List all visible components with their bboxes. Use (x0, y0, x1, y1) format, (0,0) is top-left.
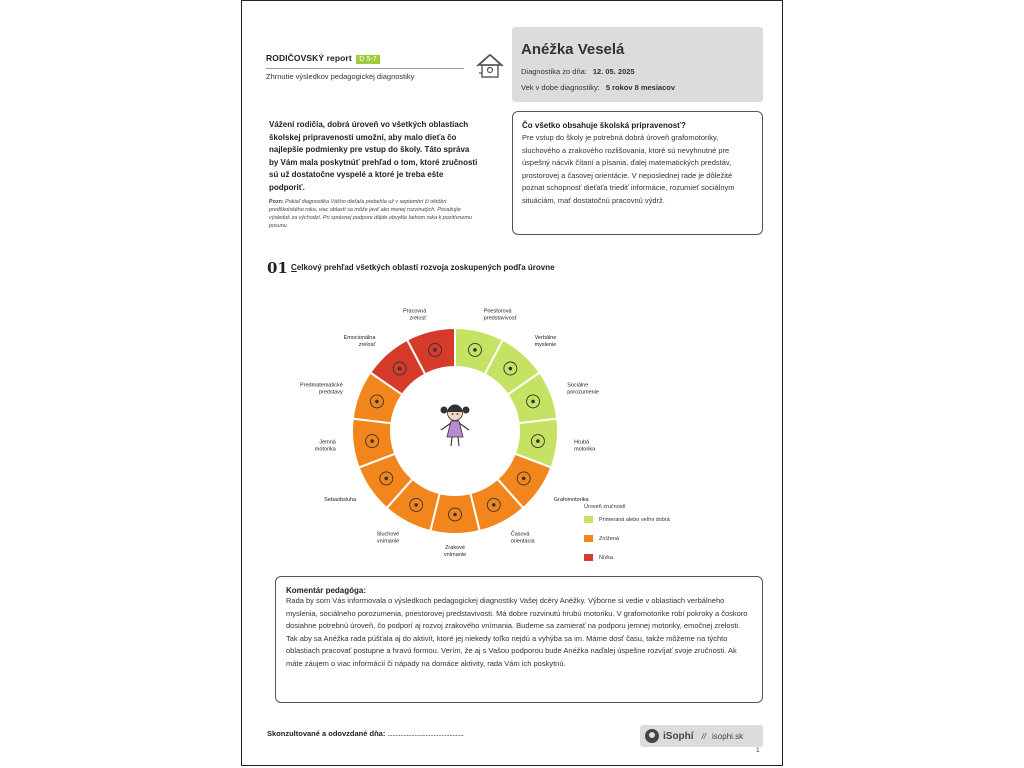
teacher-comment-box (275, 576, 763, 703)
legend-title: Úroveň zručností (584, 504, 626, 510)
info-title: Čo všetko obsahuje školská pripravenosť? (522, 121, 686, 130)
diagnostic-date-value: 12. 05. 2025 (592, 67, 635, 76)
diagnostic-date-line (521, 67, 635, 76)
brand-name: iSophí (663, 730, 694, 742)
intro-note-label: Pozn: (269, 198, 284, 205)
legend-label-reduced: Znížená (599, 535, 619, 542)
legend-label-low: Nízka (599, 554, 614, 561)
isophi-logo-icon (645, 729, 659, 743)
intro-text: Vážení rodičia, dobrá úroveň vo všetkých oblastiach školskej pripravenosti umožní, aby malo dieťa čo najlepšie podmienky pre vstup do školy. Táto správa by Vám mala poskytnúť prehľad o tom, ktoré zručnosti sú už dostatočne vyspelé a ktoré je treba ešte podporiť. (269, 120, 478, 192)
age-line (521, 83, 675, 92)
report-title-text: RODIČOVSKÝ report (266, 53, 352, 63)
legend-swatch-reduced (584, 535, 593, 542)
section-number: 01 (267, 259, 288, 277)
legend-item-reduced (584, 535, 670, 542)
segment-label-8: Sluchové vnímanie (376, 531, 400, 545)
age-value: 5 rokov 8 mesiacov (605, 83, 676, 92)
brand-separator: // (701, 731, 707, 741)
comment-title: Komentár pedagóga: (286, 586, 367, 595)
report-page (241, 0, 783, 766)
section-title-first: C (291, 263, 297, 272)
age-label: Vek v dobe diagnostiky: (521, 83, 600, 92)
segment-label-5: Grafomotorika (553, 497, 589, 504)
diagnostic-date-label: Diagnostika zo dňa: (521, 67, 587, 76)
segment-label-4: Hrubá motorika (574, 439, 596, 453)
segment-label-3: Sociálne porozumenie (567, 382, 599, 396)
child-info-box (512, 27, 763, 102)
legend-item-good (584, 516, 670, 523)
page-number: 1 (756, 747, 760, 754)
info-text: Pre vstup do školy je potrebná dobrá úroveň grafomotoriky, sluchového a zrakového rozlišovania, ktoré sú nevyhnutné pre úspešný nácvik čítaní a písania, ďalej matematických predstáv, prostorovej a časovej orientácie. V neposlednej rade je dôležité poznat schopnosť dieťaťa triediť informácie, rozumieť sociálnym situáciám, mať dostatočnú pracovnú výdrž. (522, 133, 735, 205)
segment-label-12: Emocionálna zrelosť (343, 335, 376, 349)
segment-label-11: Predmatematické predstavy (300, 382, 343, 396)
intro-note (269, 198, 479, 230)
school-readiness-info-box (512, 111, 763, 235)
age-badge: D 5-7 (356, 55, 380, 64)
brand-footer[interactable] (640, 725, 763, 747)
section-title (291, 263, 555, 272)
segment-label-1: Priestorová predstavivosť (483, 308, 517, 322)
consultation-line (267, 729, 463, 738)
consultation-label: Skonzultované a odovzdané dňa: (267, 729, 386, 738)
section-title-rest: elkový prehľad všetkých oblastí rozvoja zoskupených podľa úrovne (296, 263, 555, 272)
segment-label-7: Zrakové vnímanie (443, 545, 467, 558)
child-name: Anéžka Veselá (521, 41, 625, 58)
segment-label-10: Jemná motorika (314, 439, 336, 453)
signature-dots: ................................................ (387, 729, 464, 738)
legend-label-good: Primeraná alebo veľmi dobrá (599, 516, 670, 523)
legend-swatch-good (584, 516, 593, 523)
report-subtitle: Zhrnutie výsledkov pedagogickej diagnostiky (266, 68, 464, 81)
legend-swatch-low (584, 554, 593, 561)
chart-legend (584, 504, 670, 573)
segment-label-6: Časová orientácia (510, 531, 535, 545)
segment-label-9: Sebaobsluha (324, 497, 357, 504)
segment-label-2: Verbálne myslenie (534, 335, 557, 349)
report-title (266, 53, 464, 64)
comment-text: Rada by som Vás informovala o výsledkoch pedagogickej diagnostiky Vašej dcéry Anéžky. Výborne si vedie v oblastiach verbálneho myslenia, sociálneho porozumenia, priestorovej predstavivosti. Má dobre rozvinutú hrubú motoriku. V grafomotorike robí pokroky a čoskoro dosiahne potrebnú úroveň, čo podporí aj rozvoj zrakového vnímania. Budeme sa zamierať na podporu jemnej motoriky, emočnej zrelosti. Tak aby sa Anéžka rada púšťala aj do aktivít, ktoré jej niekedy toľko nejdú a vyhýba sa im. Máme dosť času, takže môžeme na týchto oblastiach pracovať postupne a hravú formou. Verím, že aj s Vašou podporou bude Anéžka naďalej úspešne rozvíjať svoje zručnosti. Ak máte záujem o viac informácií či nápady na domáce aktivity, rada Vám ich poskytnú. (286, 596, 748, 668)
legend-item-low (584, 554, 670, 561)
birdhouse-icon (476, 53, 504, 79)
brand-url[interactable]: isophi.sk (712, 731, 744, 741)
report-header (266, 53, 464, 81)
intro-note-text: Pokiaľ diagnostika Vášho dieťaťa prebehla už v septembri či októbri predškolského roka, viac oblastí sa môže javiť ako menej rozvinutých. Považujte výsledok za východzí. Pri správnej podpore dôjde obvykle behom roka k pozitívnemu posunu. (269, 198, 472, 229)
intro-section (269, 119, 479, 230)
segment-label-13: Pracovná zrelosť (403, 308, 427, 322)
